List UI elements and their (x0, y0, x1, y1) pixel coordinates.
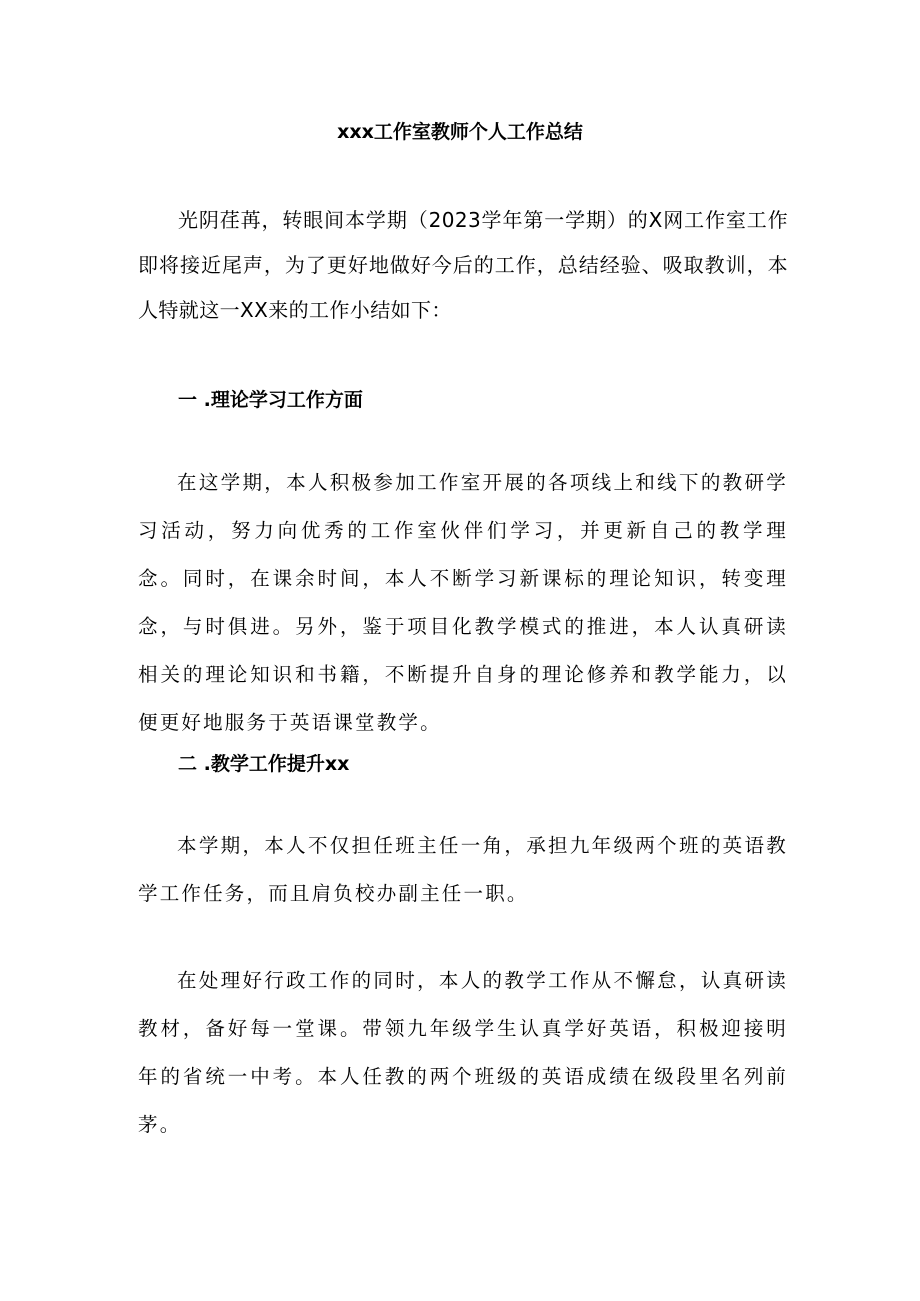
section-heading-theory: 一 .理论学习工作方面 (178, 389, 363, 411)
section-heading-teaching: 二 .教学工作提升xx (178, 753, 350, 775)
intro-paragraph: 光阴荏苒，转眼间本学期（2023学年第一学期）的X网工作室工作即将接近尾声，为了更好地做好今后的工作，总结经验、吸取教训，本人特就这一XX来的工作小结如下： (138, 208, 788, 322)
section-paragraph-theory: 在这学期，本人积极参加工作室开展的各项线上和线下的教研学习活动，努力向优秀的工作室伙伴们学习，并更新自己的教学理念。同时，在课余时间，本人不断学习新课标的理论知识，转变理念，与时俱进。另外，鉴于项目化教学模式的推进，本人认真研读相关的理论知识和书籍，不断提升自身的理论修养和教学能力，以便更好地服务于英语课堂教学。 (138, 471, 788, 734)
section-paragraph-teaching-role: 本学期，本人不仅担任班主任一角，承担九年级两个班的英语教学工作任务，而且肩负校办副主任一职。 (138, 834, 788, 905)
document-title: xxx工作室教师个人工作总结 (337, 121, 583, 143)
section-paragraph-teaching-work: 在处理好行政工作的同时，本人的教学工作从不懈怠，认真研读教材，备好每一堂课。带领九年级学生认真学好英语，积极迎接明年的省统一中考。本人任教的两个班级的英语成绩在级段里名列前茅。 (138, 969, 788, 1136)
